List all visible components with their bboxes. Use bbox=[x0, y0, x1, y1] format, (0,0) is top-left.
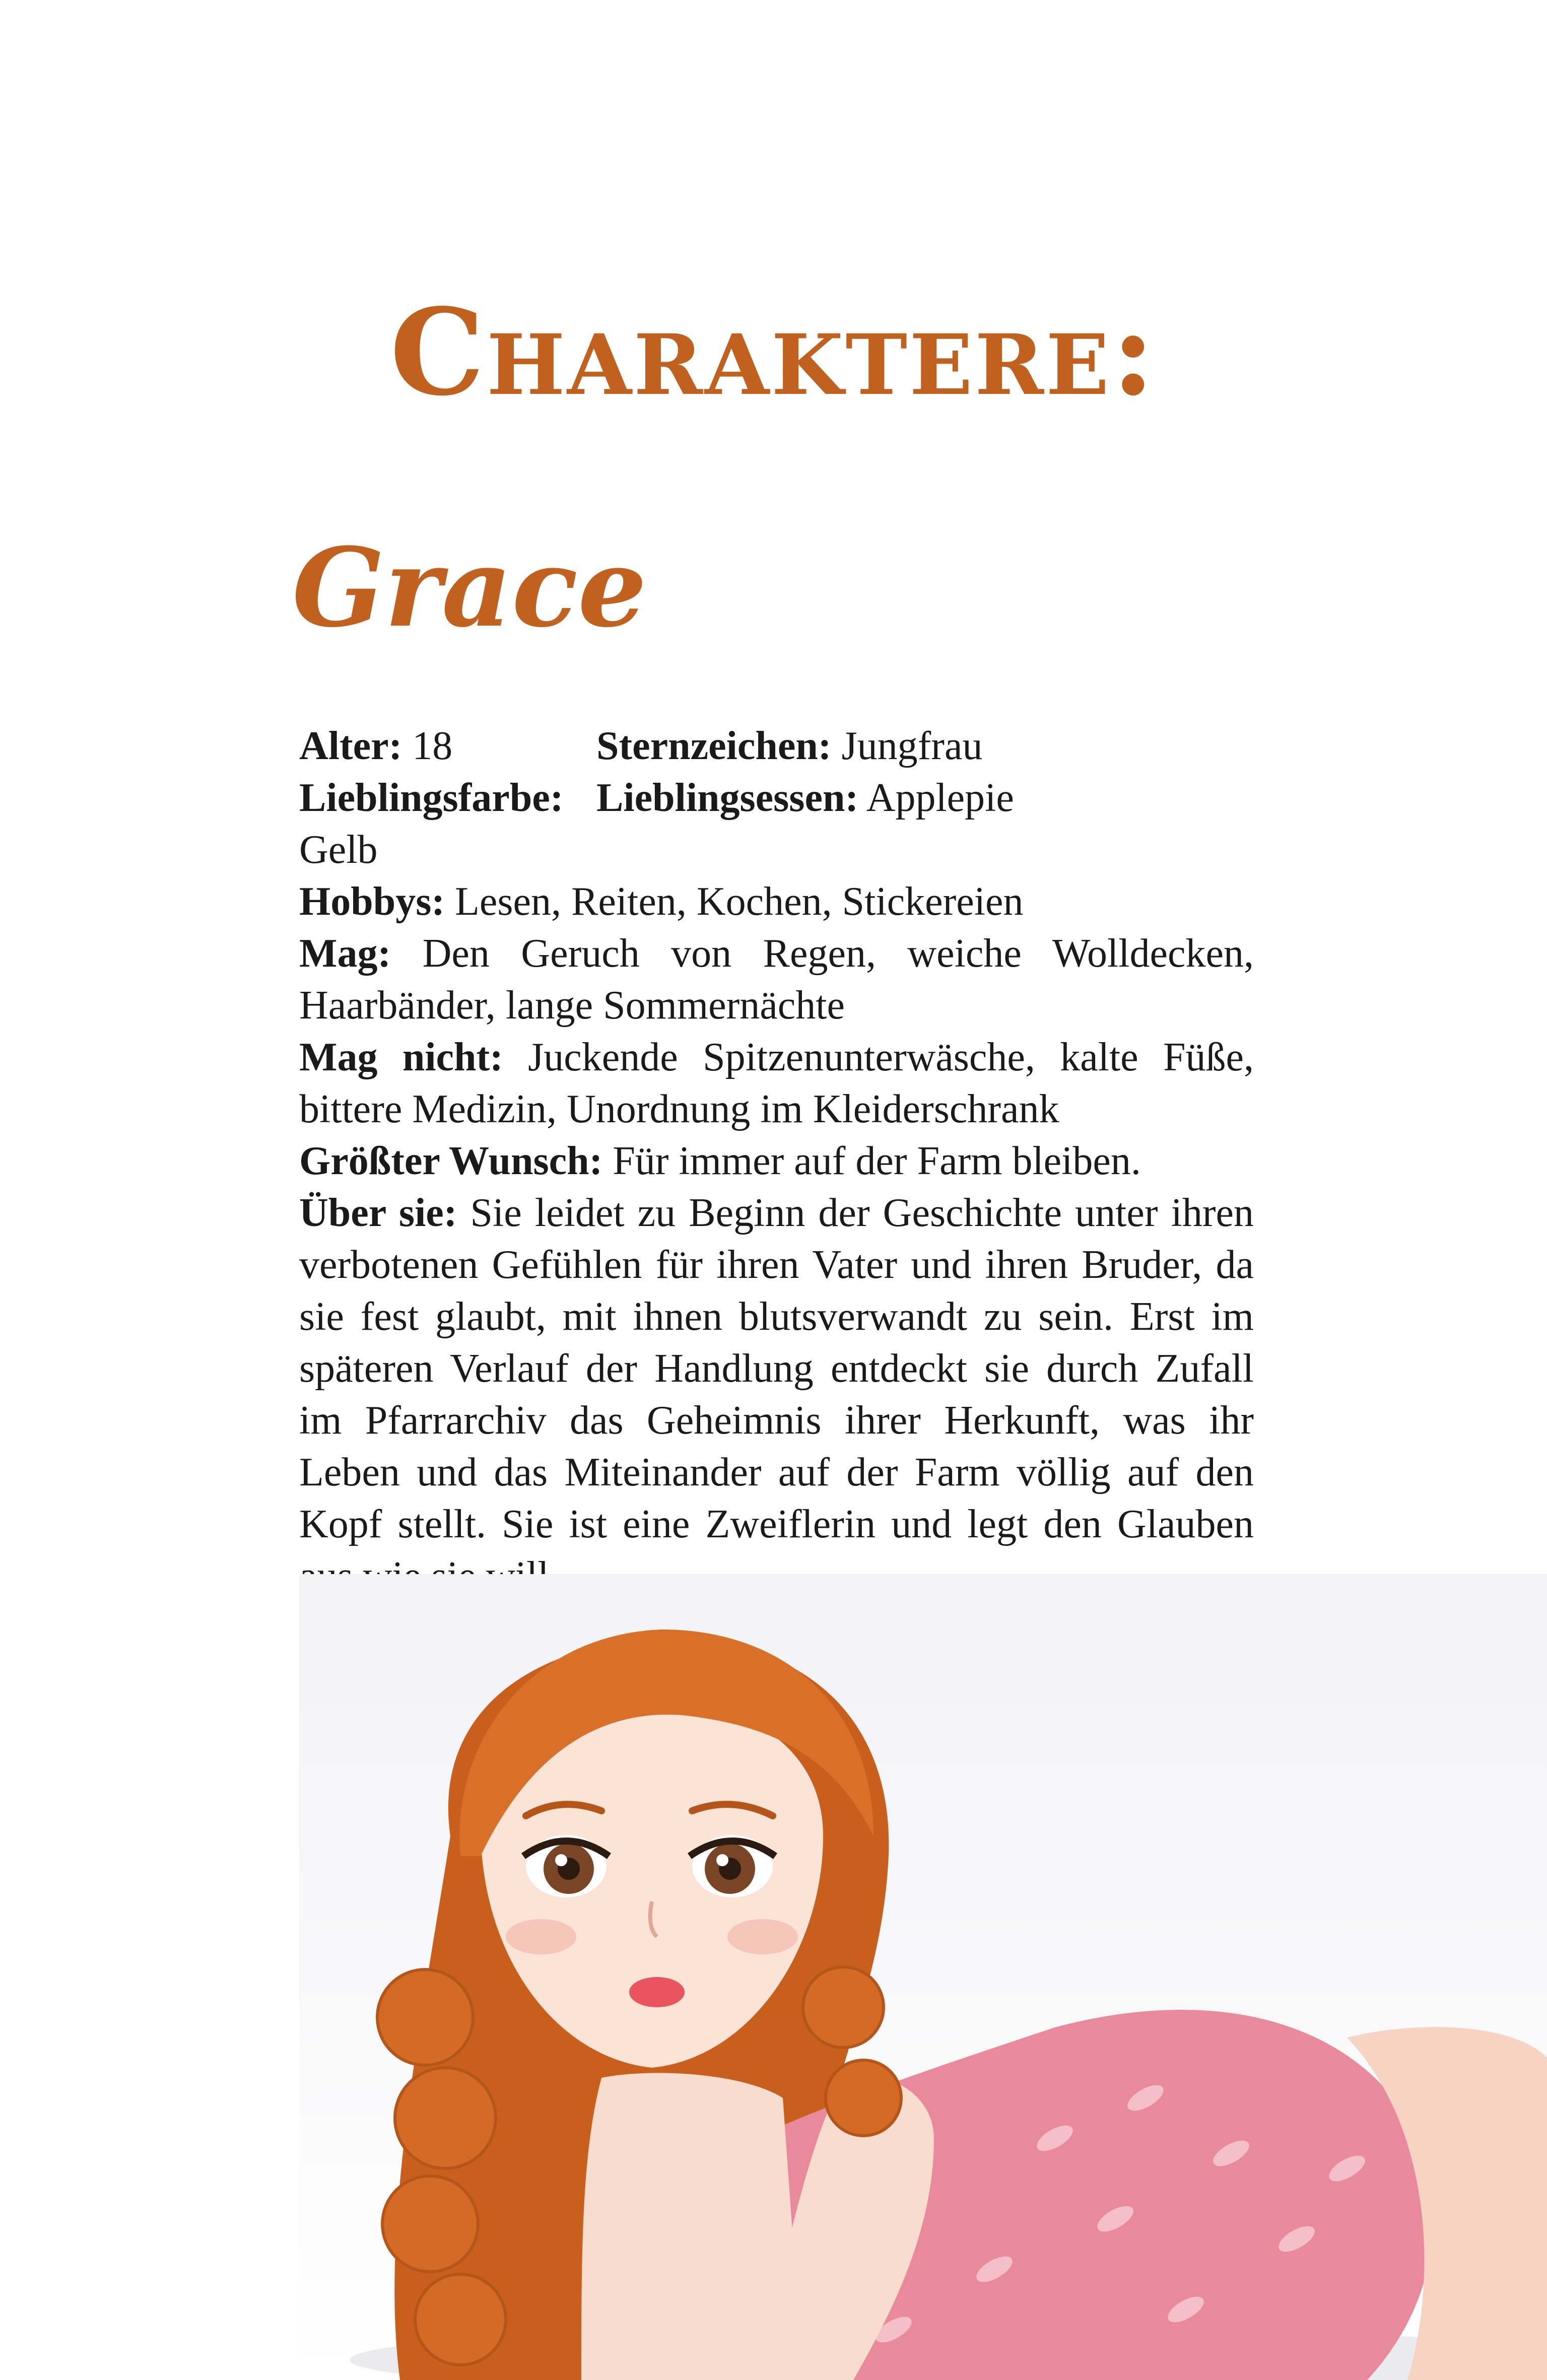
dislikes-value: Juckende Spitzenunterwäsche, kalte Füße, bittere Medizin, Unordnung im Kleiderschrank bbox=[299, 1035, 1254, 1131]
profile-likes bbox=[299, 928, 1254, 1032]
profile-wish bbox=[299, 1135, 1254, 1187]
about-value: Sie leidet zu Beginn der Geschichte unter ihren verbotenen Gefühlen für ihren Vater und ihren Bruder, da sie fest glaubt, mit ihnen blutsverwandt zu sein. Erst im späteren Verlauf der Handlung entdeckt sie durch Zufall im Pfarrarchiv das Geheimnis ihrer Herkunft, was ihr Leben und das Miteinander auf der Farm völlig auf den Kopf stellt. Sie ist eine Zweiflerin und legt den Glauben bbox=[299, 1191, 1254, 1546]
profile-about bbox=[299, 1187, 1254, 1602]
dislikes-label: Mag nicht: bbox=[299, 1035, 503, 1079]
age-label: Alter: bbox=[299, 724, 402, 768]
character-portrait-drawing bbox=[299, 1574, 1547, 2380]
likes-value: Den Geruch von Regen, weiche Wolldecken, Haarbänder, lange Sommernächte bbox=[299, 931, 1254, 1028]
character-name: Grace bbox=[292, 524, 647, 651]
about-label: Über sie: bbox=[299, 1191, 457, 1235]
character-profile bbox=[299, 720, 1254, 1602]
wish-value: Für immer auf der Farm bleiben. bbox=[613, 1139, 1141, 1183]
hobbies-value: Lesen, Reiten, Kochen, Stickereien bbox=[454, 879, 1024, 924]
page-heading: Charaktere: bbox=[390, 282, 1157, 422]
profile-dislikes bbox=[299, 1032, 1254, 1135]
age-value: 18 bbox=[412, 724, 453, 768]
profile-row-favorites bbox=[299, 772, 1254, 876]
wish-label: Größter Wunsch: bbox=[299, 1139, 603, 1183]
profile-hobbies bbox=[299, 876, 1254, 928]
profile-row-age-sign bbox=[299, 720, 1254, 772]
favorite-color-label: Lieblingsfarbe: bbox=[299, 776, 564, 820]
favorite-food-label: Lieblingsessen: bbox=[596, 776, 859, 820]
character-illustration bbox=[299, 1574, 1547, 2380]
hobbies-label: Hobbys: bbox=[299, 879, 445, 924]
zodiac-label: Sternzeichen: bbox=[596, 724, 832, 768]
likes-label: Mag: bbox=[299, 931, 391, 976]
favorite-food-value: Applepie bbox=[866, 776, 1014, 820]
favorite-color-value: Gelb bbox=[299, 828, 378, 872]
zodiac-value: Jungfrau bbox=[841, 724, 983, 768]
